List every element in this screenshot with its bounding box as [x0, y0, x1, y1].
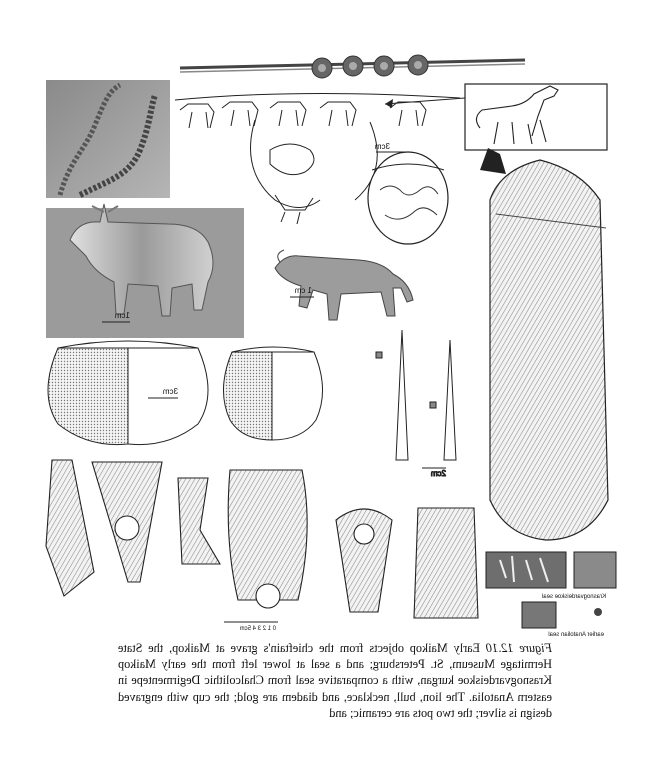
seals [486, 552, 616, 638]
pot-scale-label: 3cm [162, 387, 178, 396]
figure-caption [118, 640, 552, 721]
bull-scale-label: 1cm [114, 311, 130, 320]
axes-scale [224, 622, 278, 632]
ceramic-pot-right [223, 347, 322, 440]
pins [376, 330, 456, 478]
copper-blade [480, 148, 608, 540]
horse-detail [385, 84, 607, 150]
anatolian-seal-label: earlier Anatolian seal [548, 632, 604, 638]
diadem [180, 55, 525, 78]
bull-photo [46, 204, 244, 338]
adze-left [46, 460, 94, 596]
axes-row [46, 460, 478, 618]
krasnogvardeiskoe-seal-label: Krasnogvardeiskoe seal [541, 594, 606, 600]
lion-scale-label: 1 cm [294, 286, 312, 295]
caption-text: Early Maikop objects from the chieftain's grave at Maikop, the State Hermitage Museum, St. Petersburg; and a seal at lower left from the early Maikop Krasnogvardeiskoe kurgan, with a comparative seal from Chalcolithic Degirmentepe in eastern Anatolia. The lion, bull, necklace, and diadem are gold; the cup with engraved design is silver; the two pots are ceramic; and [117, 641, 552, 720]
lion-figure [275, 250, 413, 320]
ceramic-pot-left [48, 341, 208, 445]
pins-scale-label: 2cm [430, 469, 446, 478]
figure-label: Figure 12.10 [485, 641, 552, 655]
necklace-photo [46, 80, 170, 198]
silver-cup [368, 142, 448, 244]
shaft-hole-axe [228, 470, 307, 600]
cup-scale-label: 3cm [374, 142, 390, 151]
chisel [414, 508, 478, 618]
adze-right [178, 478, 220, 564]
svg-text:0 1 2 3 4 5cm: 0 1 2 3 4 5cm [239, 626, 276, 632]
